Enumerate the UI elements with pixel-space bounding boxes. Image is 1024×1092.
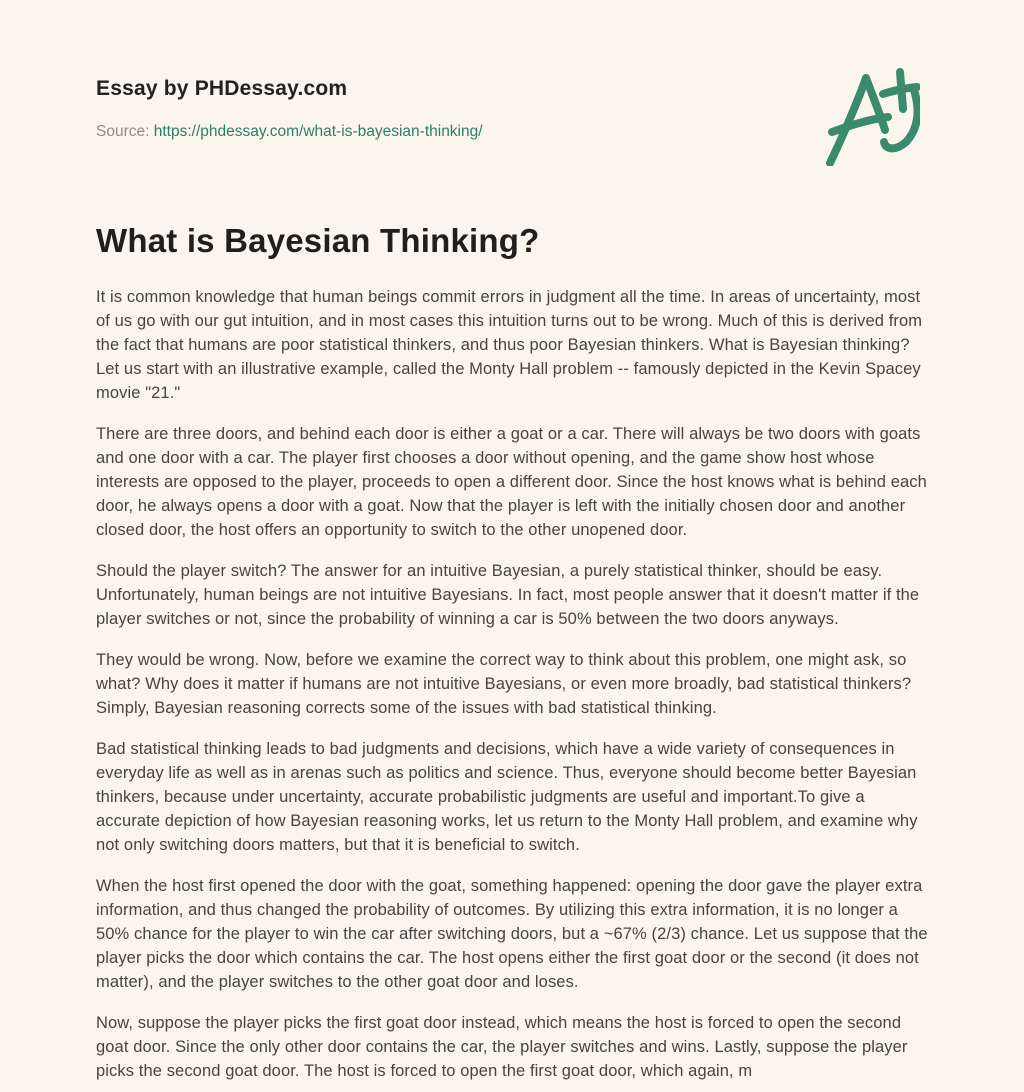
essay-main: [96, 221, 928, 1083]
page-title: What is Bayesian Thinking?: [96, 222, 540, 259]
essay-byline: Essay by PHDessay.com: [96, 77, 348, 100]
essay-paragraph: It is common knowledge that human beings commit errors in judgment all the time. In areas of uncertainty, most of us go with our gut intuition, and in most cases this intuition turns out to be wrong. Much of this is derived from the fact that humans are poor statistical thinkers, and thus poor Bayesian thinkers. What is Bayesian thinking? Let us start with an illustrative example, called the Monty Hall problem -- famously depicted in the Kevin Spacey movie "21.": [96, 288, 923, 402]
essay-paragraph: There are three doors, and behind each door is either a goat or a car. There will always be two doors with goats and one door with a car. The player first chooses a door without opening, and the game show host whose interests are opposed to the player, proceeds to open a different door. Since the host knows what is behind each door, he always opens a door with a goat. Now that the player is left with the initially chosen door and another closed door, the host offers an opportunity to switch to the other unopened door.: [96, 425, 927, 539]
essay-paragraph: Bad statistical thinking leads to bad judgments and decisions, which have a wide variety of consequences in everyday life as well as in arenas such as politics and science. Thus, everyone should become better Bayesian thinkers, because under uncertainty, accurate probabilistic judgments are useful and important.To give a accurate depiction of how Bayesian reasoning works, let us return to the Monty Hall problem, and examine why not only switching doors matters, but that it is beneficial to switch.: [96, 740, 918, 854]
source-line: [96, 122, 928, 141]
essay-paragraph: When the host first opened the door with the goat, something happened: opening the door gave the player extra information, and thus changed the probability of outcomes. By utilizing this extra information, it is no longer a 50% chance for the player to win the car after switching doors, but a ~67% (2/3) chance. Let us suppose that the player picks the door which contains the car. The host opens either the first goat door or the second (it does not matter), and the player switches to the other goat door and loses.: [96, 877, 928, 991]
essay-paragraph: Should the player switch? The answer for an intuitive Bayesian, a purely statistical thinker, should be easy. Unfortunately, human beings are not intuitive Bayesians. In fact, most people answer that it doesn't matter if the player switches or not, since the probability of winning a car is 50% between the two doors anyways.: [96, 562, 920, 628]
source-link[interactable]: https://phdessay.com/what-is-bayesian-thinking/: [153, 123, 483, 140]
source-label: Source:: [96, 123, 150, 140]
a-plus-logo-icon: [825, 66, 920, 166]
essay-paragraph: They would be wrong. Now, before we examine the correct way to think about this problem, one might ask, so what? Why does it matter if humans are not intuitive Bayesians, or even more broadly, bad statistical thinkers? Simply, Bayesian reasoning corrects some of the issues with bad statistical thinking.: [96, 651, 912, 717]
essay-body: [96, 285, 928, 1083]
page-header: [96, 0, 928, 141]
essay-paragraph: Now, suppose the player picks the first goat door instead, which means the host is forced to open the second goat door. Since the only other door contains the car, the player switches and wins. Lastly, suppose the player picks the second goat door. The host is forced to open the first goat door, which again, m: [96, 1014, 908, 1080]
